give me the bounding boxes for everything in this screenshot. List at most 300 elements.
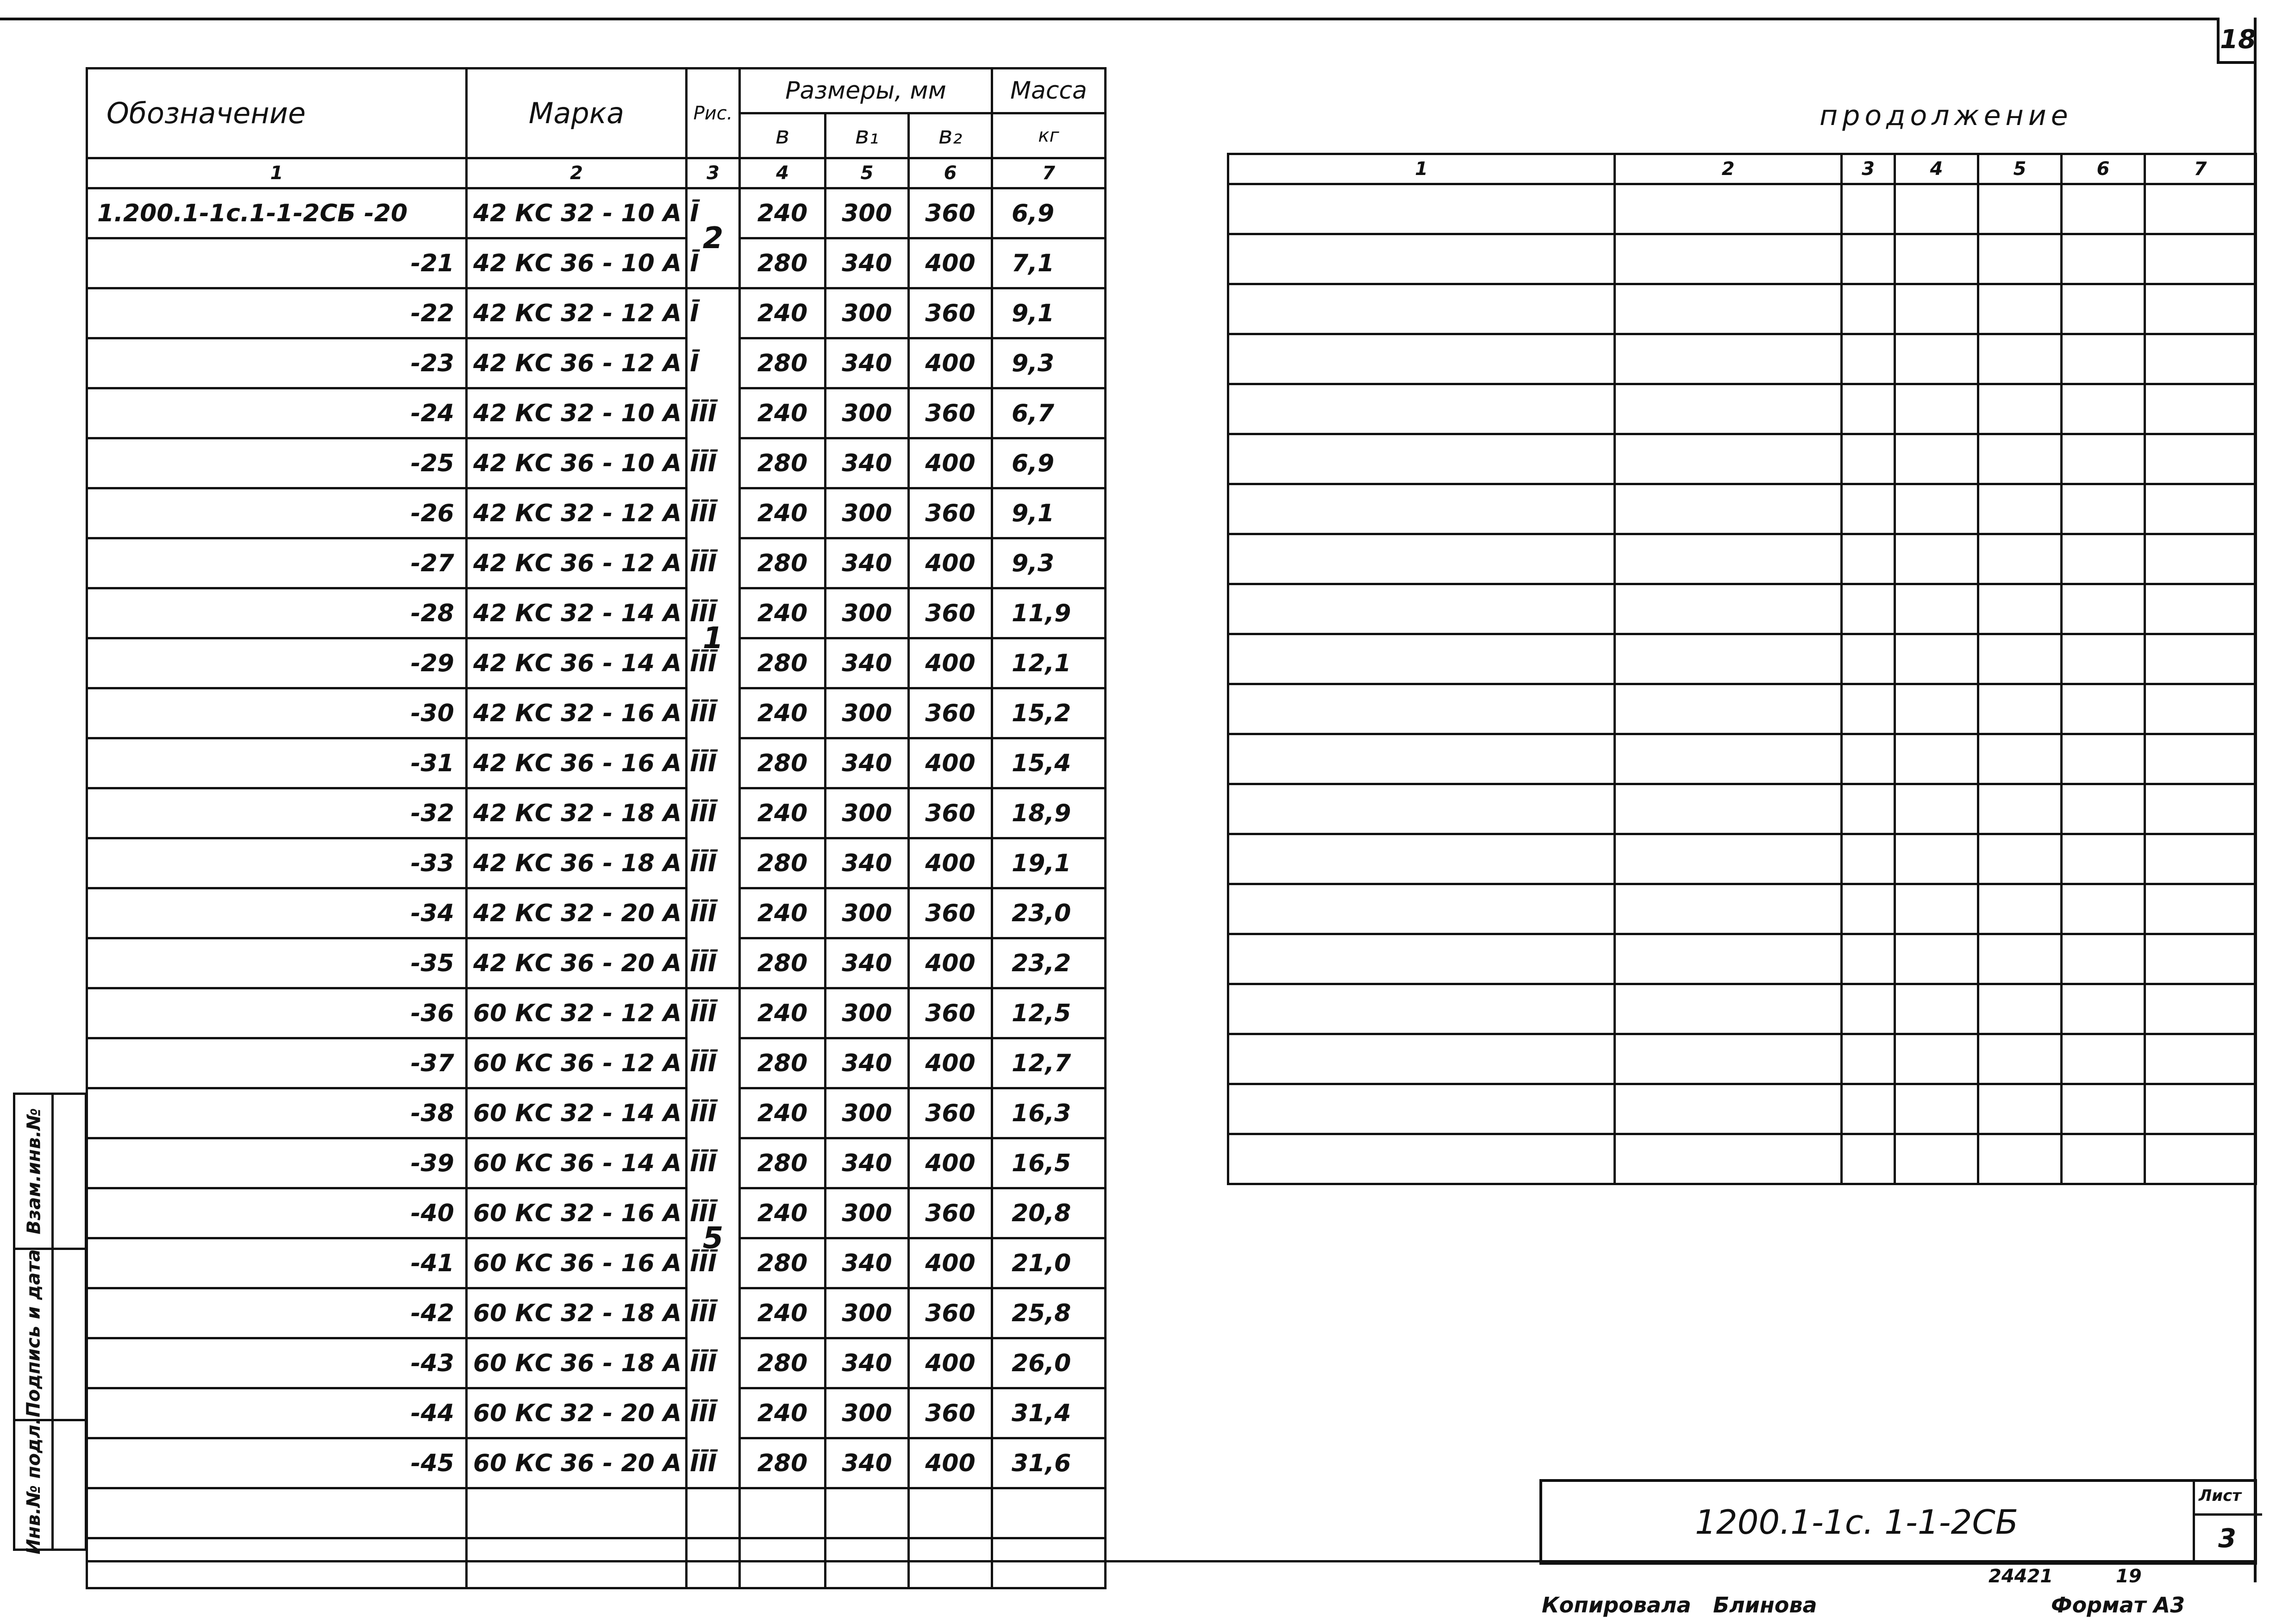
mass-cell: 31,4 <box>992 1388 1106 1438</box>
dim-b1-cell: 340 <box>825 1038 909 1088</box>
table-row <box>87 1438 1106 1488</box>
designation-cell: -26 <box>87 488 467 538</box>
empty-row <box>1228 1034 2256 1084</box>
empty-cell <box>1228 484 1615 534</box>
dim-b-cell: 280 <box>740 738 825 788</box>
dim-b2-cell: 360 <box>909 388 992 438</box>
header-mass: Масса <box>992 69 1106 113</box>
table-row <box>87 338 1106 388</box>
designation-cell: -41 <box>87 1238 467 1288</box>
designation-cell: -39 <box>87 1138 467 1188</box>
empty-cell <box>2062 234 2145 284</box>
empty-cell <box>1228 234 1615 284</box>
empty-cell <box>992 1538 1106 1588</box>
designation-cell: -21 <box>87 238 467 288</box>
dim-b1-cell: 340 <box>825 638 909 688</box>
empty-cell <box>1842 834 1895 884</box>
empty-cell <box>1895 234 1978 284</box>
empty-cell <box>1842 1084 1895 1134</box>
dim-b-cell: 280 <box>740 1338 825 1388</box>
empty-cell <box>1842 1034 1895 1084</box>
column-number: 5 <box>1978 154 2062 184</box>
copied-by-name: Блинова <box>1713 1593 1817 1618</box>
dim-b2-cell: 360 <box>909 888 992 938</box>
empty-cell <box>1842 734 1895 784</box>
continuation-table <box>1227 153 2257 1185</box>
empty-cell <box>687 1538 740 1588</box>
dim-b-cell: 280 <box>740 1238 825 1288</box>
empty-cell <box>2062 484 2145 534</box>
mass-cell: 12,7 <box>992 1038 1106 1088</box>
mark-cell: 60 КС 36 - 12 А ĪĪĪ <box>467 1038 687 1088</box>
dim-b1-cell: 300 <box>825 188 909 238</box>
empty-cell <box>2145 1034 2256 1084</box>
column-number: 2 <box>1615 154 1842 184</box>
empty-cell <box>2145 434 2256 484</box>
dim-b-cell: 280 <box>740 338 825 388</box>
empty-cell <box>1228 684 1615 734</box>
dim-b1-cell: 300 <box>825 1288 909 1338</box>
empty-cell <box>2145 684 2256 734</box>
empty-cell <box>687 1488 740 1538</box>
designation-cell: -44 <box>87 1388 467 1438</box>
copied-by-label: Копировала <box>1542 1593 1691 1618</box>
dim-b-cell: 280 <box>740 838 825 888</box>
empty-cell <box>1978 334 2062 384</box>
column-number: 7 <box>2145 154 2256 184</box>
dim-b-cell: 240 <box>740 988 825 1038</box>
empty-cell <box>1615 384 1842 434</box>
mass-cell: 6,9 <box>992 188 1106 238</box>
column-number: 3 <box>687 158 740 188</box>
mark-cell: 42 КС 32 - 10 А ĪĪĪ <box>467 388 687 438</box>
empty-cell <box>1842 684 1895 734</box>
dim-b1-cell: 300 <box>825 388 909 438</box>
empty-row <box>1228 334 2256 384</box>
empty-cell <box>1978 984 2062 1034</box>
dim-b1-cell: 300 <box>825 488 909 538</box>
table-row <box>87 1388 1106 1438</box>
dim-b-cell: 240 <box>740 588 825 638</box>
header-dim-b1: в₁ <box>825 113 909 158</box>
empty-cell <box>1615 234 1842 284</box>
dim-b1-cell: 340 <box>825 338 909 388</box>
column-number: 1 <box>1228 154 1615 184</box>
continuation-title: продолжение <box>1820 100 2073 132</box>
table-row <box>87 238 1106 288</box>
empty-cell <box>1978 484 2062 534</box>
empty-cell <box>1895 534 1978 584</box>
empty-cell <box>1895 384 1978 434</box>
mass-cell: 9,1 <box>992 288 1106 338</box>
dim-b2-cell: 360 <box>909 588 992 638</box>
designation-cell: -38 <box>87 1088 467 1138</box>
mark-cell: 42 КС 36 - 12 А Ī <box>467 338 687 388</box>
mass-cell: 19,1 <box>992 838 1106 888</box>
table-row <box>87 1088 1106 1138</box>
dim-b-cell: 280 <box>740 1438 825 1488</box>
empty-cell <box>1615 334 1842 384</box>
empty-cell <box>2145 734 2256 784</box>
dim-b2-cell: 400 <box>909 1038 992 1088</box>
empty-cell <box>1978 434 2062 484</box>
empty-cell <box>1615 584 1842 634</box>
sheet-number: 3 <box>2218 1524 2236 1554</box>
designation-cell: -45 <box>87 1438 467 1488</box>
mark-cell: 60 КС 36 - 18 А ĪĪĪ <box>467 1338 687 1388</box>
empty-cell <box>1895 834 1978 884</box>
dim-b1-cell: 300 <box>825 588 909 638</box>
side-stamp-strip <box>13 1093 87 1555</box>
designation-cell: -42 <box>87 1288 467 1338</box>
dim-b-cell: 280 <box>740 438 825 488</box>
empty-cell <box>825 1538 909 1588</box>
empty-cell <box>1842 434 1895 484</box>
column-number: 7 <box>992 158 1106 188</box>
empty-cell <box>1978 684 2062 734</box>
mark-cell: 60 КС 32 - 14 А ĪĪĪ <box>467 1088 687 1138</box>
mass-cell: 23,0 <box>992 888 1106 938</box>
dim-b2-cell: 400 <box>909 738 992 788</box>
empty-cell <box>909 1538 992 1588</box>
empty-cell <box>2145 834 2256 884</box>
empty-cell <box>1228 284 1615 334</box>
dim-b-cell: 240 <box>740 1188 825 1238</box>
designation-cell: -36 <box>87 988 467 1038</box>
title-block <box>1539 1479 2257 1565</box>
dim-b1-cell: 340 <box>825 738 909 788</box>
empty-cell <box>1228 534 1615 584</box>
dim-b1-cell: 340 <box>825 238 909 288</box>
empty-cell <box>1895 634 1978 684</box>
mass-cell: 15,4 <box>992 738 1106 788</box>
empty-cell <box>1615 1084 1842 1134</box>
table-row <box>87 1238 1106 1288</box>
dim-b1-cell: 300 <box>825 1088 909 1138</box>
table-row <box>87 1138 1106 1188</box>
empty-cell <box>2145 934 2256 984</box>
empty-row <box>1228 634 2256 684</box>
empty-cell <box>2062 634 2145 684</box>
dim-b2-cell: 400 <box>909 338 992 388</box>
empty-cell <box>1842 884 1895 934</box>
empty-row <box>87 1488 1106 1538</box>
dim-b1-cell: 340 <box>825 538 909 588</box>
table-row <box>87 738 1106 788</box>
empty-cell <box>1895 1084 1978 1134</box>
empty-cell <box>825 1488 909 1538</box>
dim-b-cell: 240 <box>740 1388 825 1438</box>
designation-cell: -29 <box>87 638 467 688</box>
dim-b2-cell: 360 <box>909 788 992 838</box>
table-row <box>87 938 1106 988</box>
empty-cell <box>1228 1034 1615 1084</box>
empty-cell <box>1842 634 1895 684</box>
empty-cell <box>2145 884 2256 934</box>
empty-cell <box>2062 1034 2145 1084</box>
dim-b1-cell: 340 <box>825 1238 909 1288</box>
empty-cell <box>2062 284 2145 334</box>
dim-b2-cell: 360 <box>909 288 992 338</box>
dim-b-cell: 280 <box>740 638 825 688</box>
empty-cell <box>1615 784 1842 834</box>
empty-cell <box>1615 684 1842 734</box>
figure-cell: 1 <box>687 288 740 988</box>
header-dim-b: в <box>740 113 825 158</box>
dim-b1-cell: 300 <box>825 888 909 938</box>
empty-cell <box>909 1488 992 1538</box>
empty-cell <box>2062 884 2145 934</box>
empty-cell <box>1978 784 2062 834</box>
empty-cell <box>1842 234 1895 284</box>
column-number: 5 <box>825 158 909 188</box>
empty-cell <box>2145 1134 2256 1184</box>
mark-cell: 42 КС 36 - 18 А ĪĪĪ <box>467 838 687 888</box>
empty-row <box>1228 784 2256 834</box>
dim-b1-cell: 300 <box>825 688 909 738</box>
empty-cell <box>2145 784 2256 834</box>
empty-cell <box>87 1538 467 1588</box>
empty-row <box>1228 834 2256 884</box>
empty-cell <box>1228 1134 1615 1184</box>
dim-b2-cell: 360 <box>909 688 992 738</box>
dim-b2-cell: 400 <box>909 538 992 588</box>
empty-cell <box>1615 534 1842 584</box>
empty-cell <box>992 1488 1106 1538</box>
frame-top-line <box>0 18 2218 20</box>
mass-cell: 15,2 <box>992 688 1106 738</box>
mass-cell: 9,1 <box>992 488 1106 538</box>
dim-b2-cell: 360 <box>909 1188 992 1238</box>
empty-row <box>1228 984 2256 1034</box>
table-row <box>87 538 1106 588</box>
title-block-divider <box>2193 1482 2195 1562</box>
mark-cell: 60 КС 32 - 16 А ĪĪĪ <box>467 1188 687 1238</box>
designation-cell: -37 <box>87 1038 467 1088</box>
mark-cell: 42 КС 36 - 10 А ĪĪĪ <box>467 438 687 488</box>
mass-cell: 9,3 <box>992 538 1106 588</box>
empty-cell <box>1615 1034 1842 1084</box>
dim-b-cell: 280 <box>740 538 825 588</box>
mark-cell: 42 КС 36 - 14 А ĪĪĪ <box>467 638 687 688</box>
mass-cell: 16,5 <box>992 1138 1106 1188</box>
dim-b2-cell: 400 <box>909 238 992 288</box>
empty-cell <box>1895 284 1978 334</box>
dim-b1-cell: 300 <box>825 1388 909 1438</box>
empty-cell <box>1895 434 1978 484</box>
table-row <box>87 1338 1106 1388</box>
empty-cell <box>1895 1134 1978 1184</box>
empty-cell <box>1228 584 1615 634</box>
empty-row <box>1228 734 2256 784</box>
empty-cell <box>1978 534 2062 584</box>
table-row <box>87 288 1106 338</box>
empty-cell <box>2062 184 2145 234</box>
empty-cell <box>1228 634 1615 684</box>
dim-b2-cell: 360 <box>909 1288 992 1338</box>
empty-cell <box>1228 184 1615 234</box>
empty-cell <box>1615 284 1842 334</box>
empty-cell <box>2062 1084 2145 1134</box>
empty-cell <box>2145 984 2256 1034</box>
mass-cell: 21,0 <box>992 1238 1106 1288</box>
empty-cell <box>1228 1084 1615 1134</box>
empty-cell <box>1228 884 1615 934</box>
dim-b-cell: 240 <box>740 1088 825 1138</box>
header-designation: Обозначение <box>87 69 467 158</box>
dim-b2-cell: 400 <box>909 638 992 688</box>
empty-cell <box>1978 234 2062 284</box>
empty-cell <box>2062 784 2145 834</box>
empty-cell <box>1895 584 1978 634</box>
dim-b1-cell: 340 <box>825 1438 909 1488</box>
empty-cell <box>1842 1134 1895 1184</box>
dim-b-cell: 240 <box>740 188 825 238</box>
mark-cell: 60 КС 36 - 14 А ĪĪĪ <box>467 1138 687 1188</box>
empty-cell <box>1615 734 1842 784</box>
designation-cell: -28 <box>87 588 467 638</box>
mass-cell: 6,7 <box>992 388 1106 438</box>
designation-cell: -33 <box>87 838 467 888</box>
mass-cell: 26,0 <box>992 1338 1106 1388</box>
mass-cell: 23,2 <box>992 938 1106 988</box>
mark-cell: 60 КС 32 - 12 А ĪĪĪ <box>467 988 687 1038</box>
dim-b1-cell: 300 <box>825 1188 909 1238</box>
empty-cell <box>1615 884 1842 934</box>
archive-number: 24421 <box>1989 1566 2053 1587</box>
corner-sheet-number: 18 <box>2217 18 2257 64</box>
empty-row <box>1228 534 2256 584</box>
empty-cell <box>1895 484 1978 534</box>
table-row <box>87 388 1106 438</box>
mark-cell: 42 КС 32 - 16 А ĪĪĪ <box>467 688 687 738</box>
dim-b-cell: 240 <box>740 388 825 438</box>
empty-cell <box>1895 1034 1978 1084</box>
empty-cell <box>2145 584 2256 634</box>
dim-b1-cell: 340 <box>825 938 909 988</box>
figure-cell: 2 <box>687 188 740 288</box>
empty-cell <box>1842 334 1895 384</box>
empty-row <box>1228 184 2256 234</box>
empty-cell <box>2062 534 2145 584</box>
table-row <box>87 188 1106 238</box>
dim-b-cell: 280 <box>740 238 825 288</box>
dim-b1-cell: 340 <box>825 438 909 488</box>
empty-cell <box>1842 534 1895 584</box>
empty-cell <box>1842 984 1895 1034</box>
empty-cell <box>1842 934 1895 984</box>
empty-cell <box>1228 834 1615 884</box>
empty-cell <box>2145 534 2256 584</box>
mark-cell: 42 КС 36 - 20 А ĪĪĪ <box>467 938 687 988</box>
dim-b2-cell: 400 <box>909 438 992 488</box>
mark-cell: 42 КС 32 - 12 А Ī <box>467 288 687 338</box>
empty-cell <box>2145 484 2256 534</box>
table-row <box>87 788 1106 838</box>
empty-cell <box>1895 784 1978 834</box>
mass-cell: 25,8 <box>992 1288 1106 1338</box>
dim-b1-cell: 300 <box>825 288 909 338</box>
empty-cell <box>1615 184 1842 234</box>
designation-cell: -34 <box>87 888 467 938</box>
dim-b-cell: 240 <box>740 888 825 938</box>
empty-cell <box>1978 834 2062 884</box>
column-number: 1 <box>87 158 467 188</box>
empty-row <box>87 1538 1106 1588</box>
empty-cell <box>1228 934 1615 984</box>
designation-cell: -22 <box>87 288 467 338</box>
empty-cell <box>1895 984 1978 1034</box>
column-number: 6 <box>2062 154 2145 184</box>
designation-cell: -25 <box>87 438 467 488</box>
empty-cell <box>1842 584 1895 634</box>
mark-cell: 60 КС 36 - 16 А ĪĪĪ <box>467 1238 687 1288</box>
empty-cell <box>1842 484 1895 534</box>
column-number: 4 <box>1895 154 1978 184</box>
empty-row <box>1228 484 2256 534</box>
empty-row <box>1228 384 2256 434</box>
dim-b1-cell: 340 <box>825 1338 909 1388</box>
designation-cell: -35 <box>87 938 467 988</box>
empty-cell <box>1978 1084 2062 1134</box>
empty-cell <box>1978 284 2062 334</box>
empty-cell <box>2145 634 2256 684</box>
empty-cell <box>1228 784 1615 834</box>
empty-cell <box>1895 334 1978 384</box>
empty-row <box>1228 434 2256 484</box>
empty-row <box>1228 284 2256 334</box>
empty-cell <box>1615 1134 1842 1184</box>
mass-cell: 31,6 <box>992 1438 1106 1488</box>
dim-b1-cell: 300 <box>825 788 909 838</box>
empty-cell <box>1895 184 1978 234</box>
dim-b2-cell: 360 <box>909 988 992 1038</box>
empty-cell <box>2062 934 2145 984</box>
designation-cell: 1.200.1-1с.1-1-2СБ -20 <box>87 188 467 238</box>
mark-cell: 60 КС 36 - 20 А ĪĪĪ <box>467 1438 687 1488</box>
dim-b2-cell: 400 <box>909 1338 992 1388</box>
header-mark: Марка <box>467 69 687 158</box>
table-row <box>87 638 1106 688</box>
empty-cell <box>1978 384 2062 434</box>
empty-cell <box>1228 434 1615 484</box>
empty-cell <box>2145 234 2256 284</box>
empty-cell <box>2062 684 2145 734</box>
specification-table <box>86 67 1107 1589</box>
empty-cell <box>1978 734 2062 784</box>
dim-b2-cell: 360 <box>909 1388 992 1438</box>
mark-cell: 42 КС 32 - 14 А ĪĪĪ <box>467 588 687 638</box>
paper-format: Формат А3 <box>2051 1593 2185 1618</box>
designation-cell: -43 <box>87 1338 467 1388</box>
empty-row <box>1228 934 2256 984</box>
empty-cell <box>1615 934 1842 984</box>
empty-cell <box>1978 634 2062 684</box>
table-row <box>87 838 1106 888</box>
designation-cell: -30 <box>87 688 467 738</box>
mark-cell: 42 КС 32 - 12 А ĪĪĪ <box>467 488 687 538</box>
designation-cell: -23 <box>87 338 467 388</box>
mark-cell: 42 КС 36 - 16 А ĪĪĪ <box>467 738 687 788</box>
designation-cell: -40 <box>87 1188 467 1238</box>
empty-cell <box>1978 934 2062 984</box>
empty-cell <box>2062 1134 2145 1184</box>
mark-cell: 42 КС 32 - 10 А Ī <box>467 188 687 238</box>
empty-cell <box>2145 284 2256 334</box>
table-row <box>87 1288 1106 1338</box>
header-figure: Рис. <box>687 69 740 158</box>
mass-cell: 12,1 <box>992 638 1106 688</box>
